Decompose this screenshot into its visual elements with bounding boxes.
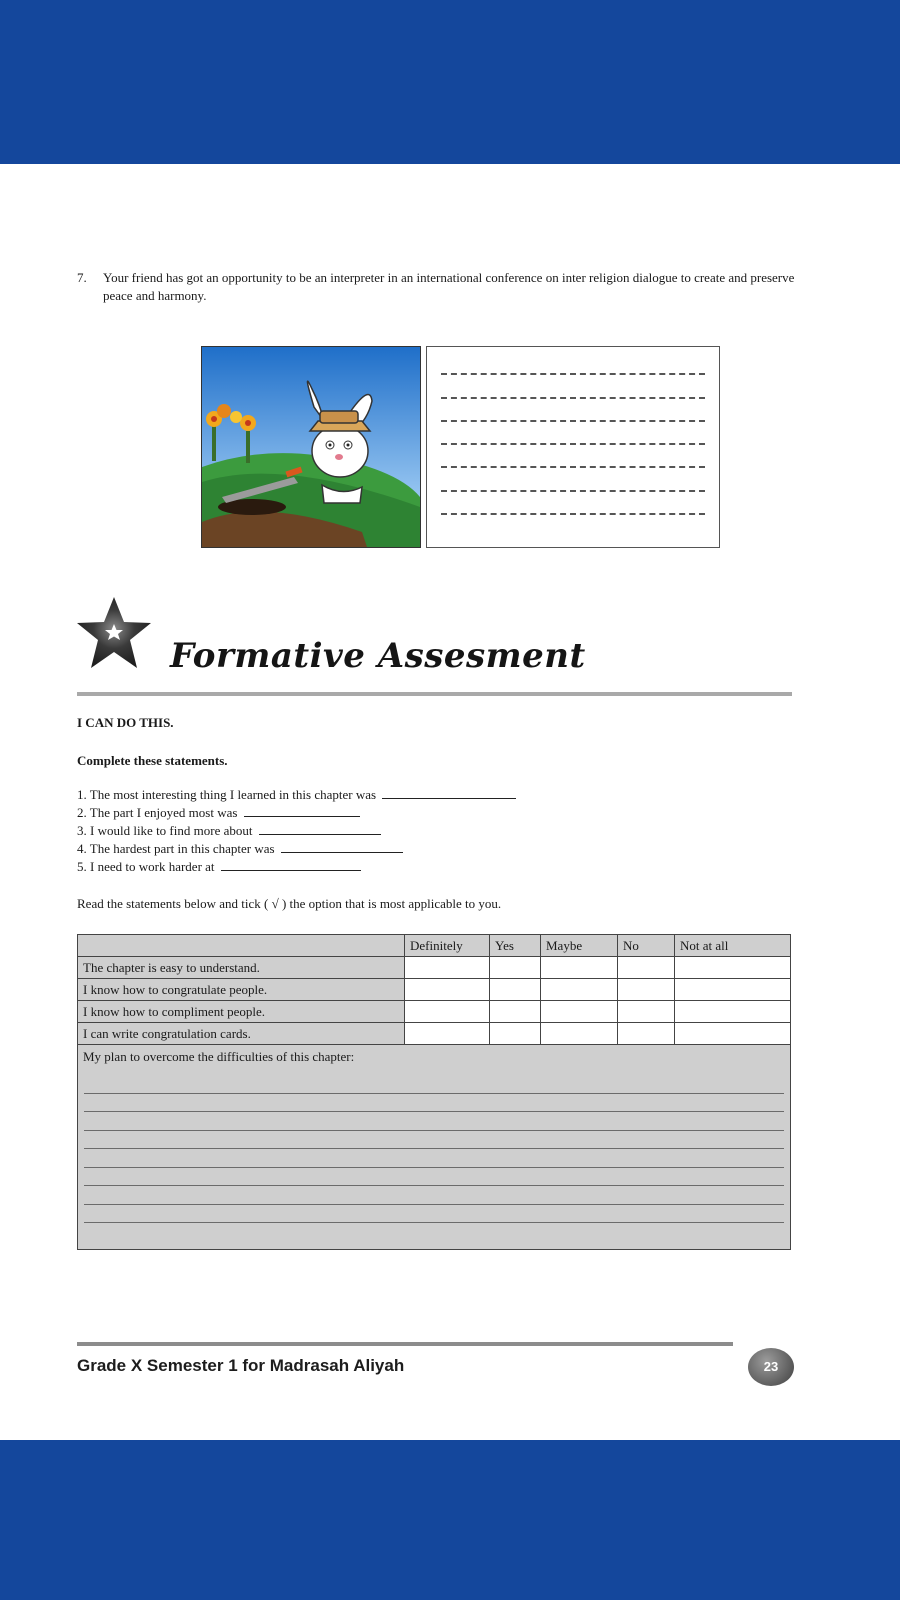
title-divider <box>77 692 792 696</box>
bottom-blue-band <box>0 1440 900 1600</box>
statement-text: I need to work harder at <box>90 859 215 874</box>
table-header-cell: No <box>618 935 675 957</box>
statement-number: 5. <box>77 859 87 874</box>
table-row <box>78 1023 791 1045</box>
dashed-line <box>441 466 705 468</box>
plan-writing-lines <box>84 1075 784 1223</box>
statement-list <box>77 786 516 876</box>
tick-cell[interactable] <box>490 957 541 979</box>
table-row <box>78 957 791 979</box>
writing-line <box>84 1112 784 1131</box>
answer-blank[interactable] <box>259 822 381 835</box>
writing-line <box>84 1205 784 1224</box>
dashed-line <box>441 373 705 375</box>
row-statement: The chapter is easy to understand. <box>78 957 405 979</box>
tick-cell[interactable] <box>541 979 618 1001</box>
question-7 <box>77 269 797 305</box>
textbook-page[interactable] <box>0 164 900 1440</box>
writing-line <box>84 1186 784 1205</box>
answer-blank[interactable] <box>281 840 403 853</box>
tick-cell[interactable] <box>675 979 791 1001</box>
section-title: Formative Assesment <box>170 636 586 676</box>
star-icon <box>74 594 154 679</box>
statement-text: I would like to find more about <box>90 823 253 838</box>
table-header-row <box>78 935 791 957</box>
tick-cell[interactable] <box>405 1023 490 1045</box>
tick-cell[interactable] <box>541 957 618 979</box>
statement-number: 3. <box>77 823 87 838</box>
table-header-cell: Not at all <box>675 935 791 957</box>
page-number-badge: 23 <box>748 1348 794 1386</box>
row-statement: I know how to congratulate people. <box>78 979 405 1001</box>
table-row <box>78 979 791 1001</box>
tick-instruction: Read the statements below and tick ( √ ) the option that is most applicable to you. <box>77 896 502 911</box>
tick-cell[interactable] <box>405 979 490 1001</box>
row-statement: I can write congratulation cards. <box>78 1023 405 1045</box>
tick-cell[interactable] <box>618 1001 675 1023</box>
tick-cell[interactable] <box>490 979 541 1001</box>
tick-cell[interactable] <box>541 1001 618 1023</box>
writing-line <box>84 1149 784 1168</box>
tick-cell[interactable] <box>405 1001 490 1023</box>
tick-cell[interactable] <box>618 1023 675 1045</box>
statement-number: 1. <box>77 787 87 802</box>
self-assessment-table <box>77 934 791 1250</box>
dashed-line <box>441 490 705 492</box>
statement-text: The most interesting thing I learned in this chapter was <box>89 787 377 802</box>
top-blue-band <box>0 0 900 164</box>
tick-cell[interactable] <box>490 1023 541 1045</box>
tick-cell[interactable] <box>618 979 675 1001</box>
tick-cell[interactable] <box>675 1001 791 1023</box>
dashed-line <box>441 397 705 399</box>
writing-line <box>84 1131 784 1150</box>
tick-cell[interactable] <box>490 1001 541 1023</box>
i-can-heading: I CAN DO THIS. <box>77 715 174 730</box>
statement-item <box>77 840 516 858</box>
table-row <box>78 1001 791 1023</box>
statement-item <box>77 822 516 840</box>
answer-blank[interactable] <box>244 804 360 817</box>
complete-heading: Complete these statements. <box>77 753 228 768</box>
table-header-cell: Definitely <box>405 935 490 957</box>
writing-line <box>84 1075 784 1094</box>
tick-cell[interactable] <box>675 957 791 979</box>
dashed-line <box>441 443 705 445</box>
plan-label: My plan to overcome the difficulties of this chapter: <box>83 1049 355 1064</box>
tick-cell[interactable] <box>618 957 675 979</box>
writing-line <box>84 1168 784 1187</box>
answer-blank[interactable] <box>382 786 516 799</box>
statement-text: The part I enjoyed most was <box>89 805 238 820</box>
answer-blank[interactable] <box>221 858 361 871</box>
statement-number: 4. <box>77 841 87 856</box>
tick-cell[interactable] <box>541 1023 618 1045</box>
statement-item <box>77 858 516 876</box>
question-number: 7. <box>77 270 87 285</box>
rabbit-gardening-illustration <box>201 346 421 548</box>
tick-cell[interactable] <box>675 1023 791 1045</box>
tick-cell[interactable] <box>405 957 490 979</box>
statement-number: 2. <box>77 805 87 820</box>
table-header-cell: Yes <box>490 935 541 957</box>
table-header-cell <box>78 935 405 957</box>
footer-divider <box>77 1342 733 1346</box>
dashed-line <box>441 513 705 515</box>
writing-line <box>84 1094 784 1113</box>
footer-text: Grade X Semester 1 for Madrasah Aliyah <box>77 1356 405 1375</box>
question-text: Your friend has got an opportunity to be an interpreter in an international conference on inter religion dialogue to create and preserve peace and harmony. <box>103 270 795 303</box>
row-statement: I know how to compliment people. <box>78 1001 405 1023</box>
plan-cell[interactable] <box>78 1045 791 1250</box>
table-header-cell: Maybe <box>541 935 618 957</box>
plan-row <box>78 1045 791 1250</box>
statement-item <box>77 804 516 822</box>
dashed-line <box>441 420 705 422</box>
answer-lines-box[interactable] <box>426 346 720 548</box>
statement-item <box>77 786 516 804</box>
statement-text: The hardest part in this chapter was <box>89 841 275 856</box>
